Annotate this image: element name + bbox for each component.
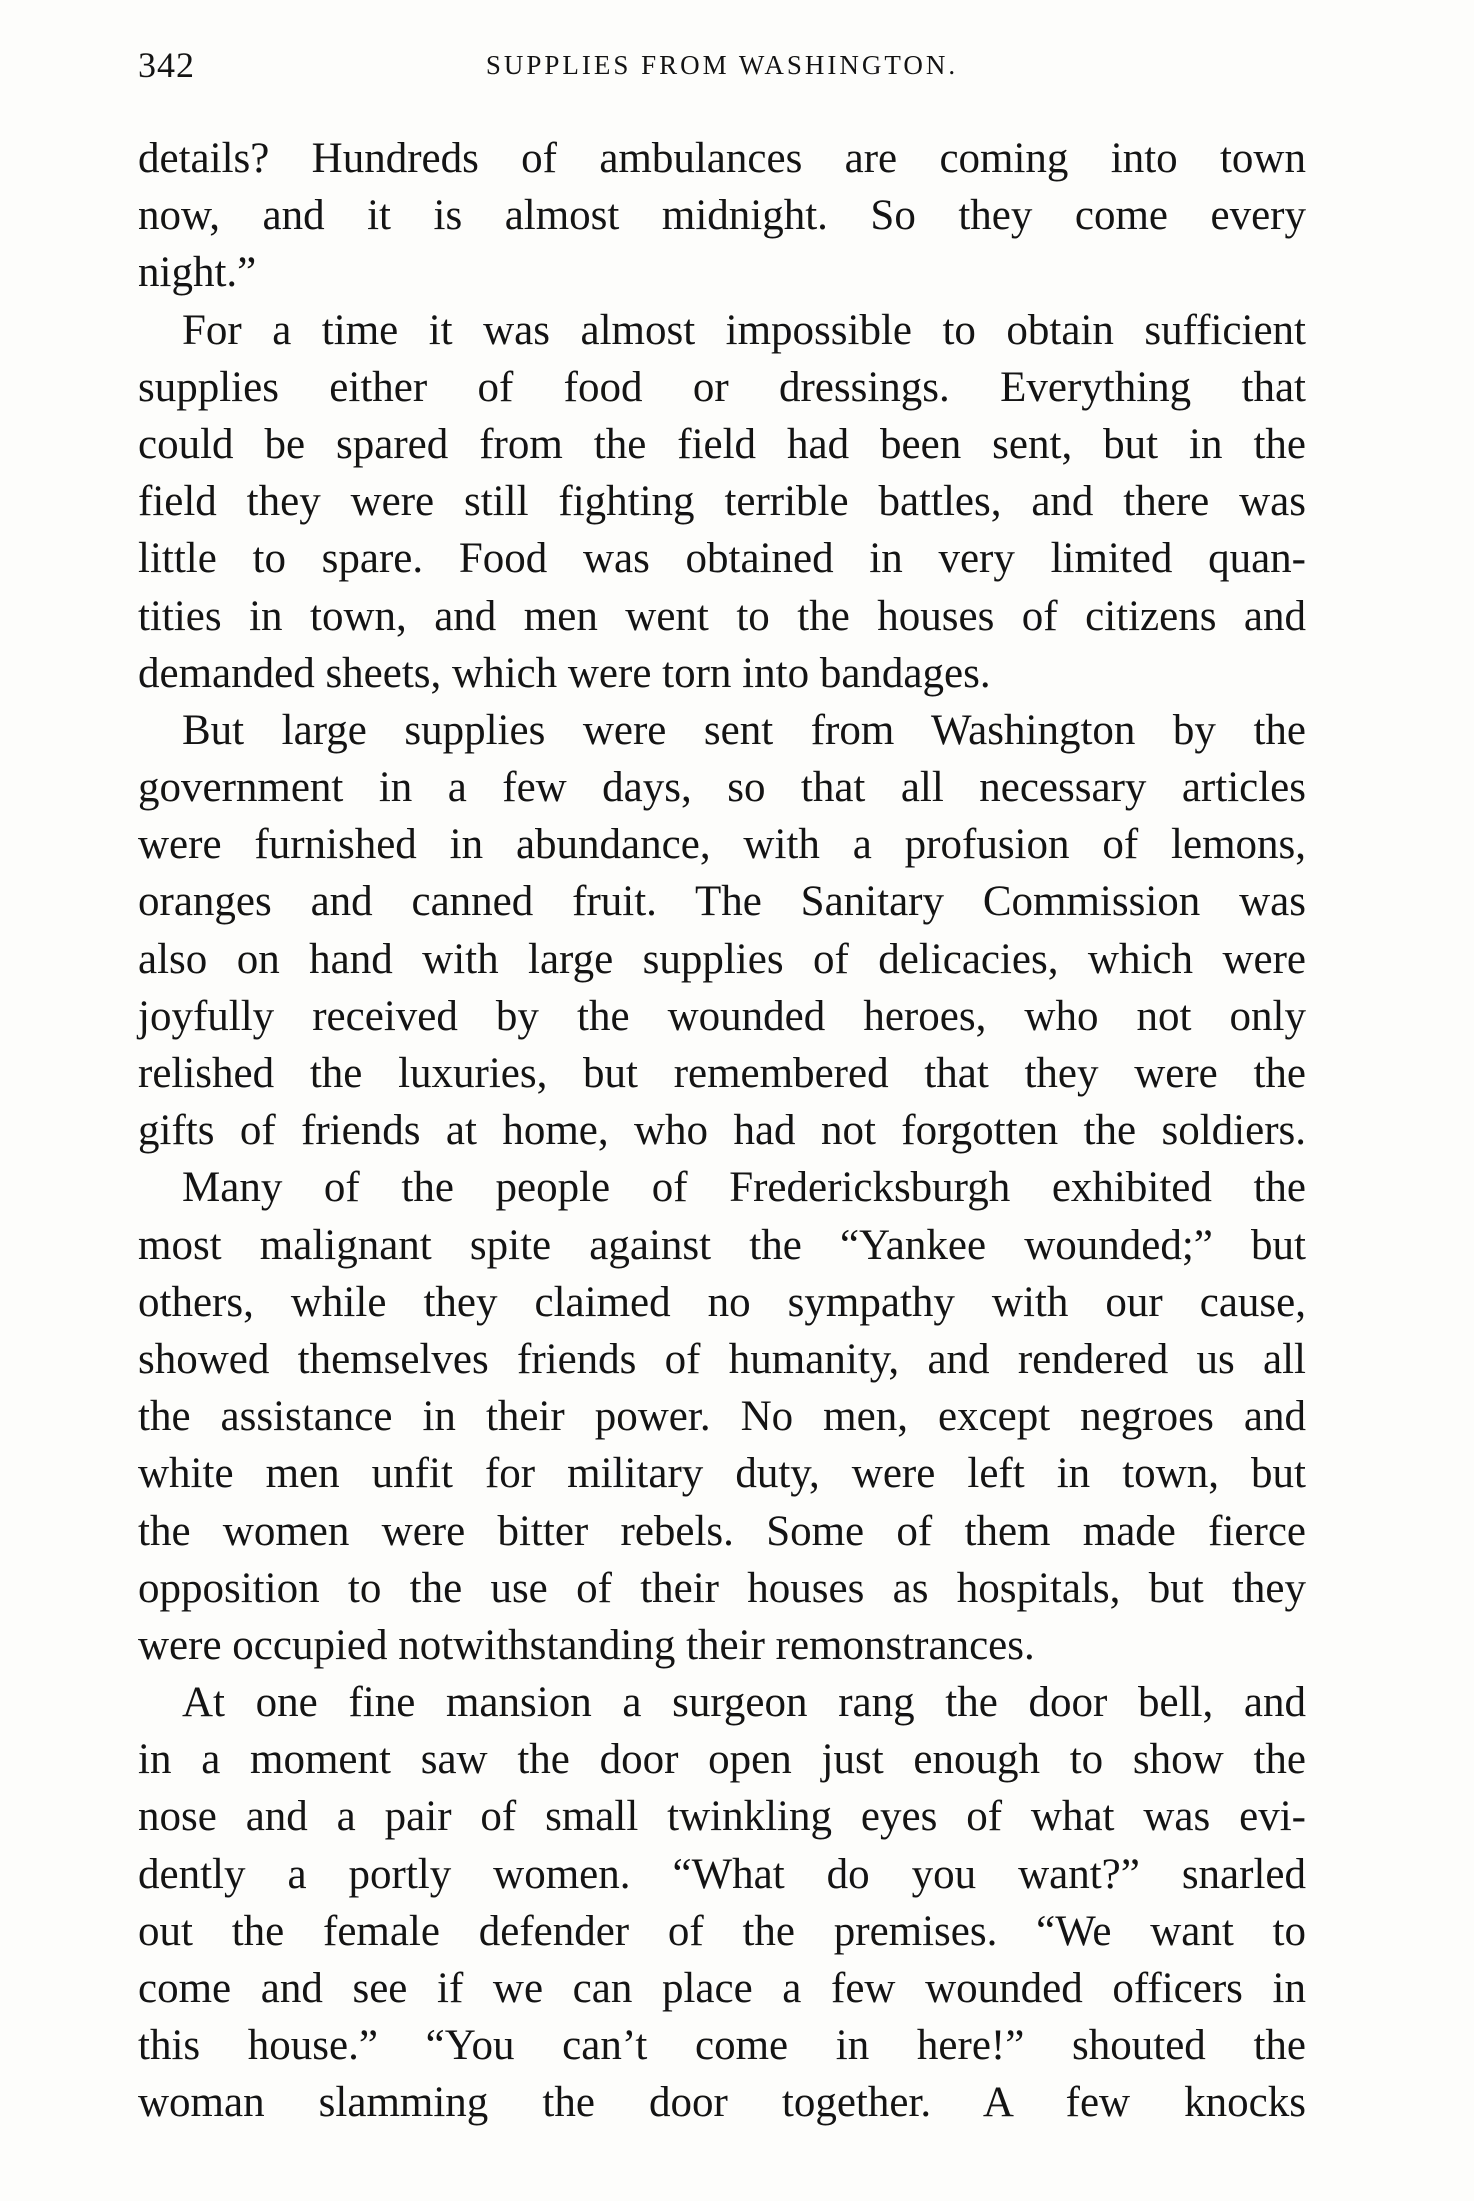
text-line: gifts of friends at home, who had not forgotten the soldiers.	[138, 1107, 1306, 1155]
text-line: details? Hundreds of ambulances are coming into town	[138, 135, 1306, 182]
text-line: out the female defender of the premises. “We want to	[138, 1907, 1306, 1955]
text-line: nose and a pair of small twinkling eyes of what was evi-	[138, 1793, 1306, 1841]
text-line: the assistance in their power. No men, except negroes and	[138, 1393, 1306, 1441]
text-line: in a moment saw the door open just enough to show the	[138, 1736, 1306, 1784]
text-line: opposition to the use of their houses as hospitals, but they	[138, 1564, 1306, 1612]
running-title: SUPPLIES FROM WASHINGTON.	[485, 50, 959, 80]
text-line: white men unfit for military duty, were left in town, but	[138, 1450, 1306, 1498]
text-line: come and see if we can place a few wounded officers in	[138, 1965, 1306, 2012]
paragraph-4	[138, 1159, 1306, 1674]
text-line: were occupied notwithstanding their remonstrances.	[138, 1621, 1035, 1669]
text-line: showed themselves friends of humanity, and rendered us all	[138, 1335, 1306, 1383]
text-line: But large supplies were sent from Washington by the	[182, 706, 1306, 754]
text-line: joyfully received by the wounded heroes, who not only	[138, 992, 1306, 1040]
text-line: also on hand with large supplies of delicacies, which were	[138, 935, 1306, 983]
text-line: oranges and canned fruit. The Sanitary Commission was	[138, 878, 1306, 926]
text-line: the women were bitter rebels. Some of them made fierce	[138, 1507, 1306, 1555]
page-number: 342	[138, 45, 195, 85]
text-line: most malignant spite against the “Yankee wounded;” but	[138, 1221, 1306, 1269]
text-line: tities in town, and men went to the houses of citizens and	[138, 592, 1306, 640]
running-head	[138, 44, 1306, 94]
text-line: night.”	[138, 249, 257, 297]
paragraph-1	[138, 130, 1306, 302]
text-line: At one fine mansion a surgeon rang the door bell, and	[182, 1679, 1306, 1727]
text-line: relished the luxuries, but remembered that they were the	[138, 1050, 1306, 1097]
text-line: others, while they claimed no sympathy with our cause,	[138, 1278, 1306, 1326]
text-line: government in a few days, so that all necessary articles	[138, 764, 1306, 812]
text-line: dently a portly women. “What do you want?” snarled	[138, 1850, 1306, 1898]
text-line: now, and it is almost midnight. So they come every	[138, 192, 1306, 240]
text-line: supplies either of food or dressings. Everything that	[138, 363, 1306, 411]
text-line: could be spared from the field had been sent, but in the	[138, 420, 1306, 468]
text-line: demanded sheets, which were torn into bandages.	[138, 649, 991, 697]
text-line: little to spare. Food was obtained in very limited quan-	[138, 535, 1306, 583]
text-line: field they were still fighting terrible battles, and there was	[138, 478, 1306, 526]
text-line: were furnished in abundance, with a profusion of lemons,	[138, 821, 1306, 869]
paragraph-3	[138, 702, 1306, 1160]
paragraph-2	[138, 302, 1306, 702]
text-line: this house.” “You can’t come in here!” shouted the	[138, 2022, 1306, 2070]
text-line: For a time it was almost impossible to obtain sufficient	[182, 306, 1306, 354]
text-line: Many of the people of Fredericksburgh exhibited the	[182, 1164, 1306, 1212]
paragraph-5	[138, 1674, 1306, 2132]
body-text	[138, 130, 1306, 2132]
text-line: woman slamming the door together. A few knocks	[138, 2079, 1306, 2127]
